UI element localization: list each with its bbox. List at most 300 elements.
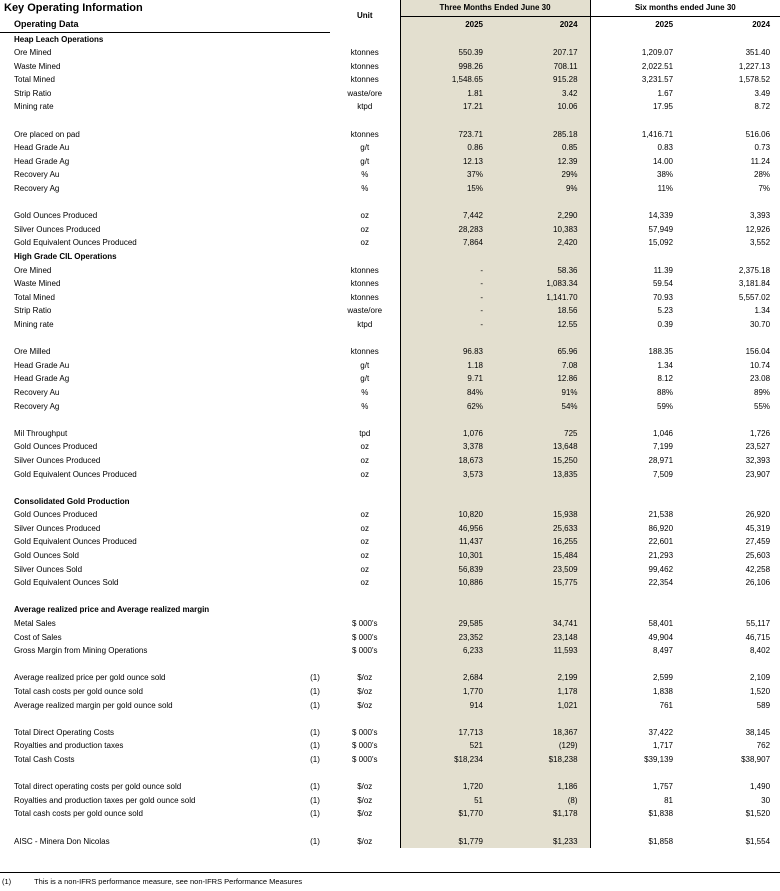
table-row [0, 46, 780, 60]
row-label: Total cash costs per gold ounce sold [14, 687, 143, 696]
row-note [300, 100, 330, 114]
row-label: Recovery Au [14, 387, 60, 397]
row-note [300, 304, 330, 318]
row-value-h2025: 11.39 [590, 264, 685, 278]
table-row [0, 73, 780, 87]
row-value-q2025: 17.21 [400, 100, 495, 114]
section-header-row [0, 250, 780, 264]
row-value-q2025: 56,839 [400, 563, 495, 577]
section-header-row [0, 603, 780, 617]
table-row [0, 100, 780, 114]
row-note: (1) [310, 700, 320, 710]
row-value-q2025: 1,770 [400, 685, 495, 699]
row-value-h2025: 1,046 [590, 427, 685, 441]
row-value-h2024: 11.24 [750, 156, 771, 166]
row-note [300, 386, 330, 400]
row-value-h2025: 0.83 [590, 141, 685, 155]
row-value-h2025: 21,293 [590, 549, 685, 563]
row-unit: g/t [360, 143, 370, 153]
row-value-q2024: 15,484 [495, 549, 590, 563]
row-value-h2025: 81 [590, 794, 685, 808]
row-label: Head Grade Au [14, 360, 70, 370]
row-value-h2024: 30 [761, 795, 771, 805]
row-value-h2024: 45,319 [745, 523, 771, 533]
row-value-q2024: 13,835 [495, 468, 590, 482]
table-row [0, 128, 780, 142]
row-value-h2025: 22,601 [590, 535, 685, 549]
table-row [0, 236, 780, 250]
row-label: Ore Mined [14, 265, 52, 275]
row-value-h2025: 21,538 [590, 508, 685, 522]
year-header-q-2025: 2025 [400, 16, 495, 32]
row-value-h2024: 32,393 [745, 455, 771, 465]
row-label: Cost of Sales [14, 632, 62, 642]
row-unit: oz [360, 238, 369, 248]
row-note [300, 345, 330, 359]
row-label: Royalties and production taxes per gold ounce sold [14, 795, 196, 805]
row-value-q2024: 1,141.70 [495, 291, 590, 305]
row-note [300, 60, 330, 74]
row-note [300, 359, 330, 373]
row-value-h2024: 351.40 [745, 48, 771, 58]
row-value-q2025: 2,684 [400, 671, 495, 685]
row-value-q2024: 725 [495, 427, 590, 441]
row-value-q2024: 58.36 [495, 264, 590, 278]
row-value-q2025: 3,573 [400, 468, 495, 482]
row-value-q2025: - [400, 291, 495, 305]
row-note: (1) [310, 782, 320, 792]
row-value-h2024: 1,227.13 [738, 61, 771, 71]
row-value-q2024: 16,255 [495, 535, 590, 549]
table-row [0, 522, 780, 536]
row-value-q2025: 998.26 [400, 60, 495, 74]
row-label: Gold Equivalent Ounces Sold [14, 578, 119, 588]
row-value-h2025: 49,904 [590, 631, 685, 645]
row-note: (1) [310, 754, 320, 764]
row-value-q2024: $18,238 [495, 753, 590, 767]
row-value-q2024: 0.85 [495, 141, 590, 155]
row-label: Royalties and production taxes [14, 741, 124, 751]
section-title: High Grade CIL Operations [14, 252, 117, 261]
row-value-q2024: 2,290 [495, 209, 590, 223]
row-value-q2024: $1,233 [495, 835, 590, 849]
row-value-h2025: 1,416.71 [590, 128, 685, 142]
row-unit: oz [360, 469, 369, 479]
spacer-row [0, 332, 780, 346]
row-value-q2024: 12.55 [495, 318, 590, 332]
table-row [0, 780, 780, 794]
row-note [300, 155, 330, 169]
footnote [0, 872, 780, 891]
row-value-h2024: 89% [754, 387, 771, 397]
row-value-q2024: $1,178 [495, 807, 590, 821]
row-unit: ktonnes [350, 75, 379, 85]
row-label: Ore placed on pad [14, 129, 80, 139]
row-unit: ktonnes [350, 61, 379, 71]
row-value-h2025: 5.23 [590, 304, 685, 318]
row-unit: oz [360, 551, 369, 561]
table-row [0, 671, 780, 685]
row-value-q2025: 15% [400, 182, 495, 196]
row-value-h2025: $1,838 [590, 807, 685, 821]
row-value-h2024: 5,557.02 [738, 292, 771, 302]
row-note [300, 73, 330, 87]
row-note [300, 427, 330, 441]
row-label: Silver Ounces Produced [14, 224, 101, 234]
spacer-row [0, 658, 780, 672]
table-row [0, 264, 780, 278]
row-value-h2024: 27,459 [745, 537, 771, 547]
row-note [300, 535, 330, 549]
row-label: Gold Ounces Produced [14, 211, 98, 221]
row-label: Gold Ounces Sold [14, 551, 79, 561]
row-value-h2024: 1,490 [750, 782, 771, 792]
row-note [300, 372, 330, 386]
table-row [0, 508, 780, 522]
spacer-row [0, 413, 780, 427]
row-value-h2025: 11% [590, 182, 685, 196]
table-row [0, 685, 780, 699]
row-value-q2024: 23,148 [495, 631, 590, 645]
row-unit: % [361, 387, 369, 397]
row-value-h2024: 1.34 [754, 306, 771, 316]
table-row [0, 141, 780, 155]
unit-column-header: Unit [356, 11, 373, 20]
row-label: Mining rate [14, 102, 54, 112]
table-row [0, 617, 780, 631]
row-label: Silver Ounces Produced [14, 523, 101, 533]
row-label: Total Mined [14, 292, 55, 302]
table-row [0, 835, 780, 849]
row-value-q2025: 0.86 [400, 141, 495, 155]
row-note: (1) [310, 836, 320, 846]
row-note [300, 508, 330, 522]
row-note [300, 644, 330, 658]
row-label: Head Grade Au [14, 143, 70, 153]
row-note [300, 454, 330, 468]
row-note [300, 617, 330, 631]
table-row [0, 182, 780, 196]
table-row [0, 386, 780, 400]
row-value-h2025: 28,971 [590, 454, 685, 468]
group-header-six-months: Six months ended June 30 [590, 0, 780, 16]
row-value-q2025: $18,234 [400, 753, 495, 767]
row-value-h2024: 0.73 [754, 143, 771, 153]
table-row [0, 535, 780, 549]
row-unit: $/oz [357, 809, 373, 819]
row-value-q2025: 1,076 [400, 427, 495, 441]
row-value-h2025: 38% [590, 168, 685, 182]
row-unit: ktpd [357, 319, 373, 329]
row-unit: $ 000's [351, 754, 378, 764]
row-note [300, 141, 330, 155]
row-value-h2024: 25,603 [745, 551, 771, 561]
row-unit: g/t [360, 360, 370, 370]
row-unit: g/t [360, 156, 370, 166]
row-unit: % [361, 184, 369, 194]
row-value-q2025: 18,673 [400, 454, 495, 468]
row-value-q2024: 15,250 [495, 454, 590, 468]
row-value-h2025: 1.34 [590, 359, 685, 373]
row-value-h2024: 23.08 [750, 374, 771, 384]
row-note [300, 264, 330, 278]
row-value-h2024: 38,145 [745, 727, 771, 737]
row-value-h2025: 17.95 [590, 100, 685, 114]
row-value-q2024: (8) [495, 794, 590, 808]
row-value-q2025: - [400, 277, 495, 291]
row-value-q2024: 1,186 [495, 780, 590, 794]
table-body [0, 32, 780, 848]
table-row [0, 359, 780, 373]
row-label: Gold Equivalent Ounces Produced [14, 238, 137, 248]
row-value-q2024: 3.42 [495, 87, 590, 101]
table-row [0, 631, 780, 645]
footnote-number: (1) [2, 877, 12, 886]
row-value-q2025: 62% [400, 400, 495, 414]
row-value-q2024: 91% [495, 386, 590, 400]
row-value-q2025: 96.83 [400, 345, 495, 359]
row-note: (1) [310, 673, 320, 683]
table-row [0, 807, 780, 821]
row-value-q2024: 9% [495, 182, 590, 196]
row-unit: oz [360, 224, 369, 234]
row-value-h2024: 1,520 [750, 687, 771, 696]
spacer-row [0, 481, 780, 495]
row-value-q2025: $1,779 [400, 835, 495, 849]
section-title: Average realized price and Average realized margin [14, 605, 210, 615]
row-value-h2024: 2,375.18 [738, 265, 771, 275]
row-unit: $/oz [357, 795, 373, 805]
row-unit: ktonnes [350, 292, 379, 302]
row-value-h2025: 22,354 [590, 576, 685, 590]
row-value-q2025: 10,886 [400, 576, 495, 590]
row-value-q2024: 23,509 [495, 563, 590, 577]
row-value-h2024: 8.72 [754, 102, 771, 112]
row-label: Strip Ratio [14, 88, 52, 98]
row-label: Average realized price per gold ounce sold [14, 673, 166, 683]
row-label: Ore Mined [14, 48, 52, 58]
row-value-h2025: 99,462 [590, 563, 685, 577]
spacer-row [0, 821, 780, 835]
row-value-h2024: 589 [756, 700, 771, 710]
table-row [0, 440, 780, 454]
row-value-q2024: 1,178 [495, 685, 590, 699]
row-value-h2024: $1,554 [745, 836, 771, 846]
row-unit: oz [360, 523, 369, 533]
table-row [0, 563, 780, 577]
row-value-h2024: 26,920 [745, 510, 771, 520]
table-row [0, 372, 780, 386]
row-note [300, 563, 330, 577]
year-header-h-2025: 2025 [590, 16, 685, 32]
table-row [0, 753, 780, 767]
row-value-h2024: 55,117 [746, 619, 771, 629]
row-value-h2025: 8.12 [590, 372, 685, 386]
row-value-q2025: 521 [400, 739, 495, 753]
row-value-q2024: 708.11 [495, 60, 590, 74]
row-value-h2025: 1,838 [590, 685, 685, 699]
row-value-q2024: 2,420 [495, 236, 590, 250]
row-value-q2025: 1,720 [400, 780, 495, 794]
row-unit: $ 000's [351, 727, 378, 737]
row-label: Total direct operating costs per gold ounce sold [14, 782, 182, 792]
row-value-q2025: - [400, 304, 495, 318]
row-label: Total cash costs per gold ounce sold [14, 809, 143, 819]
row-value-q2024: 12.39 [495, 155, 590, 169]
row-value-h2024: 55% [754, 401, 771, 411]
row-value-q2025: 17,713 [400, 726, 495, 740]
page-subtitle: Operating Data [0, 16, 300, 32]
table-row [0, 400, 780, 414]
row-value-q2024: 15,938 [495, 508, 590, 522]
row-label: Ore Milled [14, 347, 51, 357]
row-label: Head Grade Ag [14, 156, 70, 166]
row-value-h2025: 1.67 [590, 87, 685, 101]
row-value-h2025: $1,858 [590, 835, 685, 849]
row-unit: % [361, 170, 369, 180]
row-note [300, 209, 330, 223]
row-value-h2024: 7% [758, 184, 771, 194]
table-row [0, 223, 780, 237]
row-unit: $ 000's [351, 646, 378, 656]
row-value-q2025: 7,442 [400, 209, 495, 223]
row-unit: oz [360, 442, 369, 452]
page-title: Key Operating Information [4, 1, 143, 14]
row-value-h2024: 1,578.52 [738, 75, 771, 85]
row-note: (1) [310, 727, 320, 737]
table-row [0, 427, 780, 441]
row-value-q2024: 34,741 [495, 617, 590, 631]
table-row [0, 739, 780, 753]
table-row [0, 699, 780, 713]
spacer-row [0, 712, 780, 726]
row-note [300, 291, 330, 305]
row-label: Silver Ounces Sold [14, 564, 83, 574]
row-value-q2024: 1,021 [495, 699, 590, 713]
row-unit: waste/ore [347, 88, 383, 98]
row-unit: $ 000's [351, 741, 378, 751]
row-unit: $/oz [357, 836, 373, 846]
row-value-q2025: 723.71 [400, 128, 495, 142]
row-value-q2024: 29% [495, 168, 590, 182]
row-value-h2024: 3,393 [750, 211, 771, 221]
row-value-h2025: 14.00 [590, 155, 685, 169]
row-value-q2025: 29,585 [400, 617, 495, 631]
row-value-q2024: 18.56 [495, 304, 590, 318]
table-row [0, 277, 780, 291]
row-value-h2025: 1,209.07 [590, 46, 685, 60]
row-value-q2024: 10.06 [495, 100, 590, 114]
table-row [0, 345, 780, 359]
row-unit: oz [360, 564, 369, 574]
row-value-h2025: 57,949 [590, 223, 685, 237]
row-value-q2025: 28,283 [400, 223, 495, 237]
row-note [300, 87, 330, 101]
row-value-q2025: 7,864 [400, 236, 495, 250]
row-note [300, 549, 330, 563]
row-value-q2025: 1.18 [400, 359, 495, 373]
row-note [300, 277, 330, 291]
row-value-q2025: 84% [400, 386, 495, 400]
row-value-h2025: 1,757 [590, 780, 685, 794]
row-label: Gold Equivalent Ounces Produced [14, 469, 137, 479]
row-value-h2024: 23,907 [745, 469, 771, 479]
row-value-q2024: 15,775 [495, 576, 590, 590]
row-note [300, 236, 330, 250]
row-value-q2024: 7.08 [495, 359, 590, 373]
header-spacer-note [300, 0, 330, 16]
row-value-q2024: 285.18 [495, 128, 590, 142]
row-label: Total Mined [14, 75, 55, 85]
row-value-h2024: 12,926 [745, 224, 771, 234]
row-note [300, 182, 330, 196]
row-label: Mil Throughput [14, 428, 68, 438]
header-spacer-note-2 [300, 16, 330, 32]
row-value-h2024: $38,907 [741, 754, 771, 764]
row-label: Recovery Ag [14, 401, 60, 411]
row-unit: oz [360, 455, 369, 465]
row-label: Metal Sales [14, 619, 56, 629]
row-unit: $/oz [357, 687, 373, 696]
row-label: Average realized margin per gold ounce sold [14, 700, 173, 710]
row-value-q2025: 10,820 [400, 508, 495, 522]
row-label: AISC - Minera Don Nicolas [14, 836, 110, 846]
row-value-h2024: 3.49 [754, 88, 771, 98]
row-unit: g/t [360, 374, 370, 384]
row-unit: ktonnes [350, 347, 379, 357]
row-label: Total Cash Costs [14, 754, 75, 764]
row-note: (1) [310, 809, 320, 819]
row-value-h2024: 26,106 [745, 578, 771, 588]
row-label: Waste Mined [14, 61, 61, 71]
row-value-q2025: 3,378 [400, 440, 495, 454]
row-value-q2025: 51 [400, 794, 495, 808]
table-row [0, 644, 780, 658]
row-value-q2024: 2,199 [495, 671, 590, 685]
row-value-h2024: 1,726 [750, 428, 771, 438]
row-value-q2024: (129) [495, 739, 590, 753]
row-label: Head Grade Ag [14, 374, 70, 384]
row-value-h2024: 2,109 [750, 673, 771, 683]
row-value-h2024: 762 [756, 741, 771, 751]
row-value-q2025: 37% [400, 168, 495, 182]
row-value-h2025: 1,717 [590, 739, 685, 753]
row-value-h2024: 156.04 [745, 347, 771, 357]
row-value-h2025: 88% [590, 386, 685, 400]
row-note [300, 468, 330, 482]
table-row [0, 794, 780, 808]
row-value-h2024: 10.74 [750, 360, 771, 370]
row-value-h2025: 2,599 [590, 671, 685, 685]
row-value-h2025: $39,139 [590, 753, 685, 767]
table-row [0, 87, 780, 101]
table-row [0, 454, 780, 468]
row-unit: $/oz [357, 673, 373, 683]
row-value-q2024: 1,083.34 [495, 277, 590, 291]
row-label: Mining rate [14, 319, 54, 329]
row-unit: ktonnes [350, 129, 379, 139]
table-row [0, 576, 780, 590]
row-label: Recovery Ag [14, 184, 60, 194]
row-note [300, 223, 330, 237]
row-note: (1) [310, 687, 320, 696]
row-value-h2025: 0.39 [590, 318, 685, 332]
row-value-h2025: 7,199 [590, 440, 685, 454]
row-value-q2024: 65.96 [495, 345, 590, 359]
row-value-q2025: 9.71 [400, 372, 495, 386]
table-row [0, 726, 780, 740]
row-note [300, 440, 330, 454]
